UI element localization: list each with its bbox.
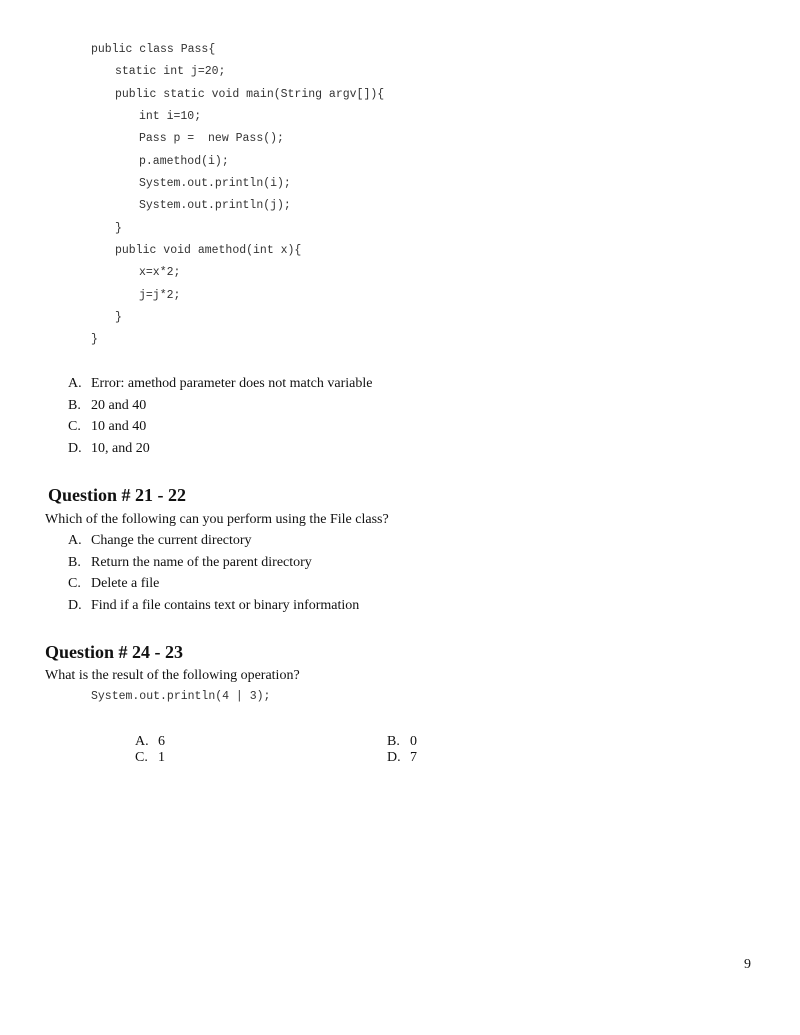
code-line: static int j=20; <box>115 65 226 78</box>
question-24-stem: What is the result of the following operation? <box>45 668 300 683</box>
question-24-code: System.out.println(4 | 3); <box>91 690 271 703</box>
option-letter: A. <box>68 376 82 391</box>
option-text: Change the current directory <box>91 533 252 548</box>
option-letter: A. <box>68 533 82 548</box>
option-letter: B. <box>68 555 81 570</box>
code-line: j=j*2; <box>139 289 181 302</box>
option-letter: C. <box>68 419 81 434</box>
question-21-heading: Question # 21 - 22 <box>48 485 187 505</box>
option-text: Error: amethod parameter does not match variable <box>91 376 373 391</box>
option-letter: D. <box>68 441 82 456</box>
option-text: 10, and 20 <box>91 441 150 456</box>
code-line: x=x*2; <box>139 266 181 279</box>
option-text: 6 <box>158 734 165 749</box>
option-text: 1 <box>158 750 165 765</box>
option-letter: A. <box>135 734 149 749</box>
option-text: 20 and 40 <box>91 398 147 413</box>
option-letter: C. <box>135 750 148 765</box>
option-letter: B. <box>68 398 81 413</box>
option-letter: C. <box>68 576 81 591</box>
option-letter: D. <box>387 750 401 765</box>
option-text: 7 <box>410 750 417 765</box>
code-line: public void amethod(int x){ <box>115 244 302 257</box>
option-text: Find if a file contains text or binary information <box>91 598 360 613</box>
code-line: } <box>115 311 122 324</box>
code-line: } <box>91 333 98 346</box>
option-text: Delete a file <box>91 576 160 591</box>
code-line: System.out.println(i); <box>139 177 291 190</box>
option-letter: B. <box>387 734 400 749</box>
option-letter: D. <box>68 598 82 613</box>
code-line: p.amethod(i); <box>139 155 229 168</box>
code-line: Pass p = new Pass(); <box>139 132 284 145</box>
question-21-stem: Which of the following can you perform using the File class? <box>45 512 389 527</box>
code-line: } <box>115 222 122 235</box>
code-line: int i=10; <box>139 110 202 123</box>
option-text: Return the name of the parent directory <box>91 555 312 570</box>
code-line: public class Pass{ <box>91 43 216 56</box>
option-text: 10 and 40 <box>91 419 147 434</box>
code-line: System.out.println(j); <box>139 199 291 212</box>
page-number: 9 <box>744 957 751 972</box>
option-text: 0 <box>410 734 417 749</box>
question-24-heading: Question # 24 - 23 <box>45 642 184 662</box>
code-line: public static void main(String argv[]){ <box>115 88 385 101</box>
